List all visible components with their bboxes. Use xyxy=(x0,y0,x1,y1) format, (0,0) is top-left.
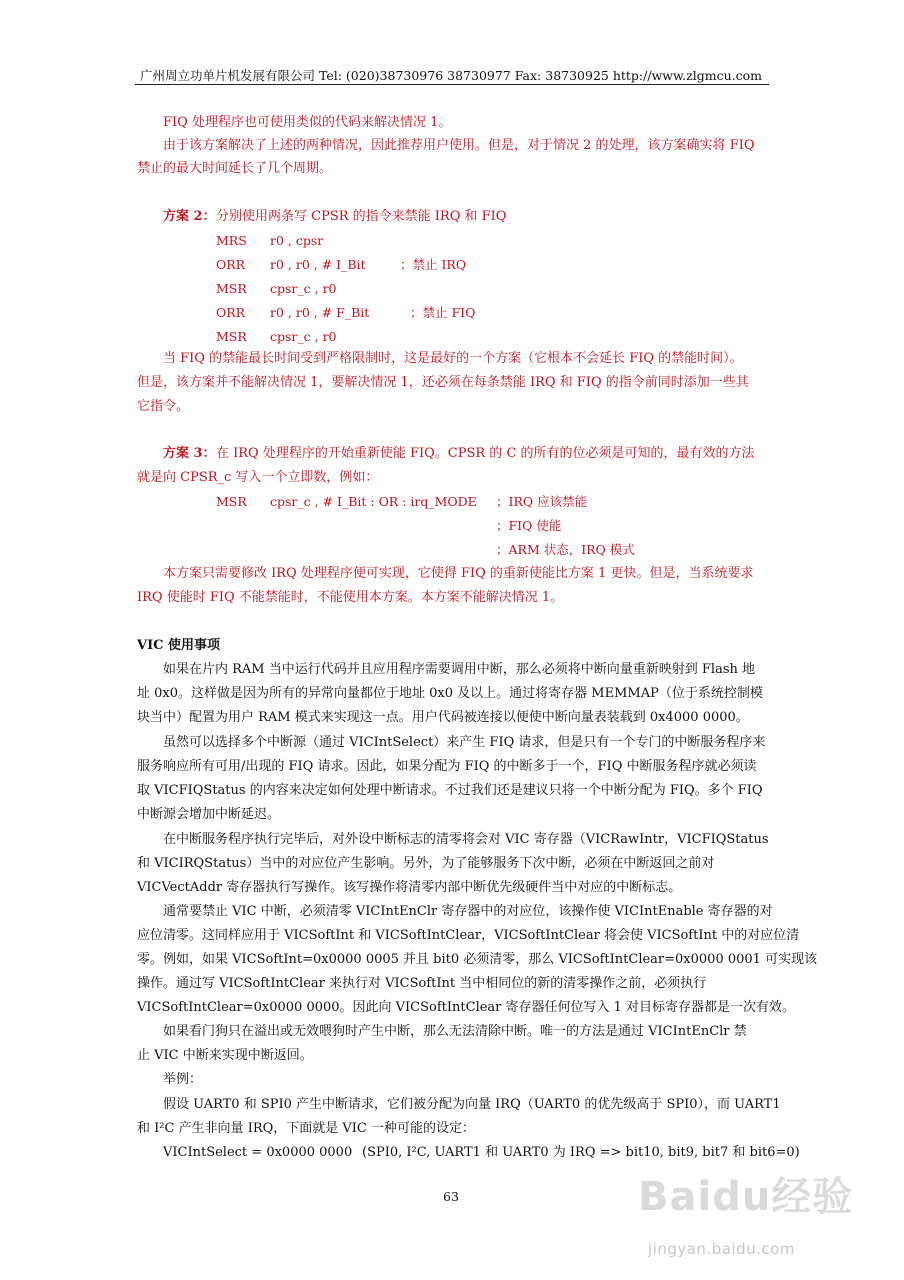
code-arg: cpsr_c , # I_Bit : OR : irq_MODE xyxy=(270,494,477,509)
code-op: MSR xyxy=(216,494,247,509)
section-heading: VIC 使用事项 xyxy=(137,638,221,653)
text-line: 它指令。 xyxy=(137,399,190,414)
text-line: 和 VICIRQStatus）当中的对应位产生影响。另外，为了能够服务下次中断，必须在中断返回之前对 xyxy=(137,856,715,871)
page-number: 63 xyxy=(443,1189,459,1204)
text-line: 由于该方案解决了上述的两种情况，因此推荐用户使用。但是，对于情况 2 的处理，该方案确实将 FIQ xyxy=(163,138,755,153)
text-line: 当 FIQ 的禁能最长时间受到严格限制时，这是最好的一个方案（它根本不会延长 FIQ 的禁能时间）。 xyxy=(163,351,743,366)
text-line: 如果在片内 RAM 当中运行代码并且应用程序需要调用中断，那么必须将中断向量重新映射到 Flash 地 xyxy=(163,662,755,677)
code-comment: ；禁止 IRQ xyxy=(400,257,467,272)
code-comment: (SPI0, I²C, UART1 和 UART0 为 IRQ => bit10, bit9, bit7 和 bit6=0) xyxy=(362,1145,800,1160)
code-arg: r0 , cpsr xyxy=(270,233,324,248)
text-line: 止 VIC 中断来实现中断返回。 xyxy=(137,1048,313,1063)
text-line: 操作。通过写 VICSoftIntClear 来执行对 VICSoftInt 当中相同位的新的清零操作之前，必须执行 xyxy=(137,976,707,991)
text-line: 分别使用两条写 CPSR 的指令来禁能 IRQ 和 FIQ xyxy=(216,209,507,224)
code-line: VICIntSelect = 0x0000 0000 xyxy=(163,1145,353,1160)
text-line: 在 IRQ 处理程序的开始重新使能 FIQ。CPSR 的 C 的所有的位必须是可知的，最有效的方法 xyxy=(216,446,755,461)
text-line: 在中断服务程序执行完毕后，对外设中断标志的清零将会对 VIC 寄存器（VICRawIntr，VICFIQStatus xyxy=(163,832,769,847)
code-op: ORR xyxy=(216,257,246,272)
text-line: 虽然可以选择多个中断源（通过 VICIntSelect）来产生 FIQ 请求，但是只有一个专门的中断服务程序来 xyxy=(163,735,766,750)
header-divider xyxy=(135,84,769,85)
text-line: 就是向 CPSR_c 写入一个立即数，例如： xyxy=(137,470,379,485)
code-comment: ；FIQ 使能 xyxy=(496,518,562,533)
watermark-url: jingyan.baidu.com xyxy=(648,1240,795,1258)
text-line: 禁止的最大时间延长了几个周期。 xyxy=(137,161,333,176)
code-op: ORR xyxy=(216,305,246,320)
text-line: 取 VICFIQStatus 的内容来决定如何处理中断请求。不过我们还是建议只将一个中断分配为 FIQ。多个 FIQ xyxy=(137,783,763,798)
text-line: 如果看门狗只在溢出或无效喂狗时产生中断，那么无法清除中断。唯一的方法是通过 VICIntEnClr 禁 xyxy=(163,1024,747,1039)
text-line: 中断源会增加中断延迟。 xyxy=(137,807,281,822)
text-line: 本方案只需要修改 IRQ 处理程序便可实现，它使得 FIQ 的重新使能比方案 1 更快。但是，当系统要求 xyxy=(163,566,754,581)
text-line: VICVectAddr 寄存器执行写操作。该写操作将清零内部中断优先级硬件当中对应的中断标志。 xyxy=(137,880,682,895)
scheme-heading: 方案 2： xyxy=(163,209,216,224)
code-arg: r0 , r0 , # I_Bit xyxy=(270,257,366,272)
code-op: MSR xyxy=(216,281,247,296)
text-line: VICSoftIntClear=0x0000 0000。因此向 VICSoftIntClear 寄存器任何位写入 1 对目标寄存器都是一次有效。 xyxy=(137,1000,796,1015)
text-line: 块当中）配置为用户 RAM 模式来实现这一点。用户代码被连接以便使中断向量表装载到 0x4000 0000。 xyxy=(137,710,749,725)
text-line: FIQ 处理程序也可使用类似的代码来解决情况 1。 xyxy=(163,115,452,130)
scheme-heading: 方案 3： xyxy=(163,446,216,461)
code-comment: ；禁止 FIQ xyxy=(410,305,476,320)
code-op: MSR xyxy=(216,329,247,344)
code-arg: cpsr_c , r0 xyxy=(270,329,337,344)
text-line: 址 0x0。这样做是因为所有的异常向量都位于地址 0x0 及以上。通过将寄存器 MEMMAP（位于系统控制模 xyxy=(137,686,763,701)
code-arg: r0 , r0 , # F_Bit xyxy=(270,305,370,320)
code-comment: ；ARM 状态，IRQ 模式 xyxy=(496,542,635,557)
code-op: MRS xyxy=(216,233,247,248)
text-line: 零。例如，如果 VICSoftInt=0x0000 0005 并且 bit0 必须清零，那么 VICSoftIntClear=0x0000 0001 可实现该 xyxy=(137,952,818,967)
text-line: 举例： xyxy=(163,1072,203,1087)
code-comment: ；IRQ 应该禁能 xyxy=(496,494,588,509)
text-line: 服务响应所有可用/出现的 FIQ 请求。因此，如果分配为 FIQ 的中断多于一个，FIQ 中断服务程序就必须读 xyxy=(137,759,757,774)
text-line: 但是，该方案并不能解决情况 1，要解决情况 1，还必须在每条禁能 IRQ 和 FIQ 的指令前同时添加一些其 xyxy=(137,375,749,390)
text-line: 应位清零。这同样应用于 VICSoftInt 和 VICSoftIntClear，VICSoftIntClear 将会使 VICSoftInt 中的对应位清 xyxy=(137,928,800,943)
page-header: 广州周立功单片机发展有限公司 Tel: (020)38730976 38730977 Fax: 38730925 http://www.zlgmcu.com xyxy=(140,68,762,83)
watermark-logo: Baidu经验 xyxy=(638,1174,854,1220)
text-line: 和 I²C 产生非向量 IRQ，下面就是 VIC 一种可能的设定： xyxy=(137,1121,476,1136)
code-arg: cpsr_c , r0 xyxy=(270,281,337,296)
text-line: 假设 UART0 和 SPI0 产生中断请求，它们被分配为向量 IRQ（UART0 的优先级高于 SPI0），而 UART1 xyxy=(163,1097,781,1112)
text-line: 通常要禁止 VIC 中断，必须清零 VICIntEnClr 寄存器中的对应位，该操作使 VICIntEnable 寄存器的对 xyxy=(163,904,773,919)
text-line: IRQ 使能时 FIQ 不能禁能时，不能使用本方案。本方案不能解决情况 1。 xyxy=(137,590,564,605)
